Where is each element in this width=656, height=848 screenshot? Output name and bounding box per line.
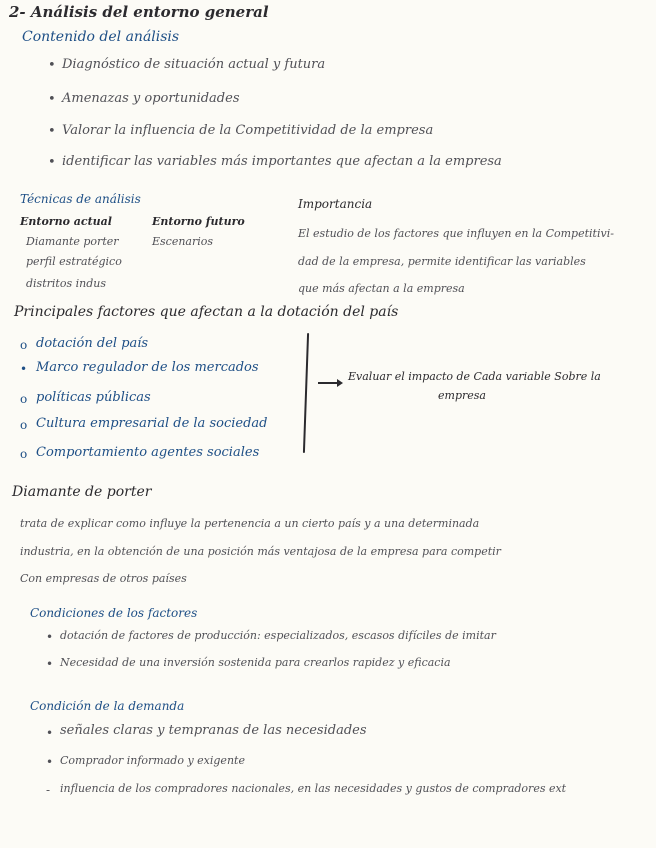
- list-item: señales claras y tempranas de las necesidades: [60, 723, 367, 738]
- bullet-dot-icon: •: [46, 726, 54, 740]
- bullet-ring-icon: o: [20, 418, 28, 432]
- list-item: Diagnóstico de situación actual y futura: [62, 57, 326, 72]
- list-item: políticas públicas: [36, 390, 151, 405]
- contenido-heading: Contenido del análisis: [22, 29, 180, 45]
- list-item: Diamante porter: [26, 235, 119, 248]
- list-item: distritos indus: [26, 277, 106, 290]
- list-item: Amenazas y oportunidades: [62, 91, 240, 106]
- list-item: Comportamiento agentes sociales: [36, 445, 260, 460]
- bullet-ring-icon: o: [20, 447, 28, 461]
- factores-note-line: empresa: [438, 389, 486, 402]
- condicion-demanda-heading: Condición de la demanda: [30, 699, 185, 713]
- diamante-line: Con empresas de otros países: [20, 572, 187, 585]
- bullet-ring-icon: o: [20, 392, 28, 406]
- entorno-actual-heading: Entorno actual: [20, 215, 112, 228]
- importancia-line: dad de la empresa, permite identificar las variables: [298, 255, 586, 268]
- diamante-heading: Diamante de porter: [12, 484, 152, 500]
- bullet-ring-icon: o: [20, 338, 28, 352]
- importancia-line: que más afectan a la empresa: [298, 282, 465, 295]
- condiciones-factores-heading: Condiciones de los factores: [30, 606, 198, 620]
- bullet-dot-icon: •: [48, 58, 56, 73]
- list-item: Cultura empresarial de la sociedad: [36, 416, 268, 431]
- importancia-heading: Importancia: [298, 197, 373, 211]
- bullet-dot-icon: •: [48, 155, 56, 170]
- list-item: perfil estratégico: [26, 255, 122, 268]
- list-item: Valorar la influencia de la Competitividad de la empresa: [62, 123, 434, 138]
- tecnicas-heading: Técnicas de análisis: [20, 192, 141, 206]
- bracket-line: [303, 333, 309, 453]
- entorno-futuro-heading: Entorno futuro: [152, 215, 245, 228]
- list-item: Comprador informado y exigente: [60, 754, 245, 767]
- bullet-dot-icon: •: [46, 657, 54, 671]
- list-item: Escenarios: [152, 235, 214, 248]
- page-title: 2- Análisis del entorno general: [9, 3, 269, 21]
- bullet-dot-icon: •: [46, 755, 54, 769]
- diamante-line: industria, en la obtención de una posición más ventajosa de la empresa para competir: [20, 545, 501, 558]
- list-item: Necesidad de una inversión sostenida para crearlos rapidez y eficacia: [60, 656, 451, 669]
- bullet-dash-icon: -: [46, 783, 51, 797]
- bullet-dot-icon: •: [48, 124, 56, 139]
- list-item: identificar las variables más importantes que afectan a la empresa: [62, 154, 502, 169]
- list-item: dotación del país: [36, 336, 149, 351]
- bullet-dot-icon: •: [20, 362, 28, 376]
- importancia-line: El estudio de los factores que influyen en la Competitivi-: [298, 227, 614, 240]
- bullet-dot-icon: •: [48, 92, 56, 107]
- bullet-dot-icon: •: [46, 630, 54, 644]
- list-item: Marco regulador de los mercados: [36, 360, 259, 375]
- factores-note-line: Evaluar el impacto de Cada variable Sobre la: [348, 370, 601, 383]
- list-item: influencia de los compradores nacionales, en las necesidades y gustos de compradores ext: [60, 782, 567, 795]
- diamante-line: trata de explicar como influye la pertenencia a un cierto país y a una determinada: [20, 517, 480, 530]
- factores-heading: Principales factores que afectan a la dotación del país: [14, 304, 399, 320]
- arrow-right-icon: [318, 382, 338, 384]
- list-item: dotación de factores de producción: especializados, escasos difíciles de imitar: [60, 629, 496, 642]
